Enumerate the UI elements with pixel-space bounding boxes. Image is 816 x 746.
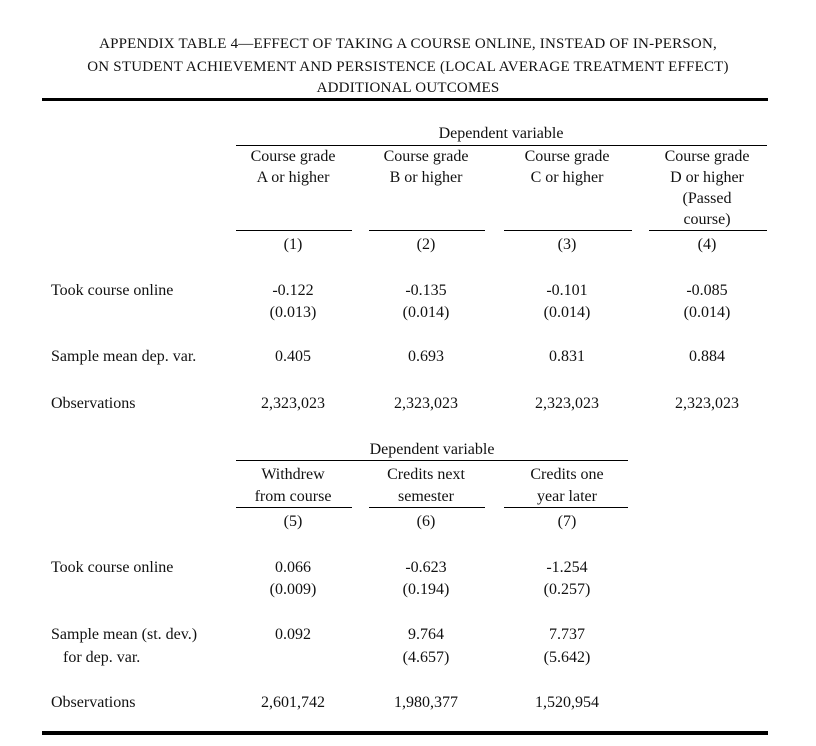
row-label-took-online-b: Took course online xyxy=(51,559,174,576)
obs-col3: 2,323,023 xyxy=(535,395,599,412)
mean-col1: 0.405 xyxy=(275,348,311,365)
se-col3: (0.014) xyxy=(543,304,591,321)
row-label-took-online-a: Took course online xyxy=(51,282,174,299)
panel-b-group-header: Dependent variable xyxy=(369,441,495,458)
coef-col3: -0.101 xyxy=(546,282,588,299)
row-label-observations-a: Observations xyxy=(51,395,136,412)
col6-label-line2: semester xyxy=(398,488,454,505)
obs-col2: 2,323,023 xyxy=(394,395,458,412)
se-col2: (0.014) xyxy=(402,304,450,321)
row-label-sample-mean-b-line1: Sample mean (st. dev.) xyxy=(51,626,198,643)
coef-col4: -0.085 xyxy=(686,282,728,299)
col3-label-line2: C or higher xyxy=(530,169,604,186)
col1-label-line2: A or higher xyxy=(256,169,330,186)
col3-rule xyxy=(504,230,632,231)
table-title-line-2: ON STUDENT ACHIEVEMENT AND PERSISTENCE (LOCAL AVERAGE TREATMENT EFFECT) xyxy=(87,59,729,75)
mean-col2: 0.693 xyxy=(408,348,444,365)
obs-col5: 2,601,742 xyxy=(261,694,325,711)
row-label-sample-mean-a: Sample mean dep. var. xyxy=(51,348,197,365)
col3-label-line1: Course grade xyxy=(524,148,610,165)
col5-number: (5) xyxy=(283,513,303,530)
col4-number: (4) xyxy=(697,236,717,253)
col7-label-line1: Credits one xyxy=(530,466,604,483)
top-thick-rule xyxy=(42,98,768,101)
col1-number: (1) xyxy=(283,236,303,253)
se-col5: (0.009) xyxy=(269,581,317,598)
panel-a-group-rule xyxy=(236,145,767,146)
col2-number: (2) xyxy=(416,236,436,253)
table-title-line-1: APPENDIX TABLE 4—EFFECT OF TAKING A COURSE ONLINE, INSTEAD OF IN-PERSON, xyxy=(99,36,717,52)
col7-label-line2: year later xyxy=(537,488,597,505)
col6-number: (6) xyxy=(416,513,436,530)
col4-label-line2: D or higher xyxy=(670,169,744,186)
obs-col6: 1,980,377 xyxy=(394,694,458,711)
se-col6: (0.194) xyxy=(402,581,450,598)
col6-label-line1: Credits next xyxy=(387,466,465,483)
se-col4: (0.014) xyxy=(683,304,731,321)
panel-b-group-rule xyxy=(236,460,628,461)
col2-label-line2: B or higher xyxy=(389,169,463,186)
coef-col5: 0.066 xyxy=(275,559,311,576)
coef-col7: -1.254 xyxy=(546,559,588,576)
col7-number: (7) xyxy=(557,513,577,530)
col1-label-line1: Course grade xyxy=(250,148,336,165)
mean-col6: 9.764 xyxy=(408,626,444,643)
coef-col2: -0.135 xyxy=(405,282,447,299)
coef-col1: -0.122 xyxy=(272,282,314,299)
col4-label-line3: (Passed xyxy=(682,190,732,207)
col7-rule xyxy=(504,507,628,508)
se-col1: (0.013) xyxy=(269,304,317,321)
col5-rule xyxy=(236,507,352,508)
mean-col7: 7.737 xyxy=(549,626,585,643)
mean-col4: 0.884 xyxy=(689,348,725,365)
col2-label-line1: Course grade xyxy=(383,148,469,165)
col3-number: (3) xyxy=(557,236,577,253)
obs-col1: 2,323,023 xyxy=(261,395,325,412)
table-title-line-3: ADDITIONAL OUTCOMES xyxy=(316,80,500,96)
col4-label-line4: course) xyxy=(683,211,731,228)
sd-col6: (4.657) xyxy=(402,649,450,666)
row-label-observations-b: Observations xyxy=(51,694,136,711)
coef-col6: -0.623 xyxy=(405,559,447,576)
col4-label-line1: Course grade xyxy=(664,148,750,165)
col4-rule xyxy=(649,230,767,231)
obs-col7: 1,520,954 xyxy=(535,694,599,711)
row-label-sample-mean-b-line2: for dep. var. xyxy=(63,649,141,666)
col5-label-line2: from course xyxy=(254,488,332,505)
col2-rule xyxy=(369,230,485,231)
col1-rule xyxy=(236,230,352,231)
mean-col3: 0.831 xyxy=(549,348,585,365)
sd-col7: (5.642) xyxy=(543,649,591,666)
panel-a-group-header: Dependent variable xyxy=(438,125,564,142)
col5-label-line1: Withdrew xyxy=(261,466,325,483)
se-col7: (0.257) xyxy=(543,581,591,598)
mean-col5: 0.092 xyxy=(275,626,311,643)
obs-col4: 2,323,023 xyxy=(675,395,739,412)
col6-rule xyxy=(369,507,485,508)
bottom-thick-rule xyxy=(42,731,768,735)
